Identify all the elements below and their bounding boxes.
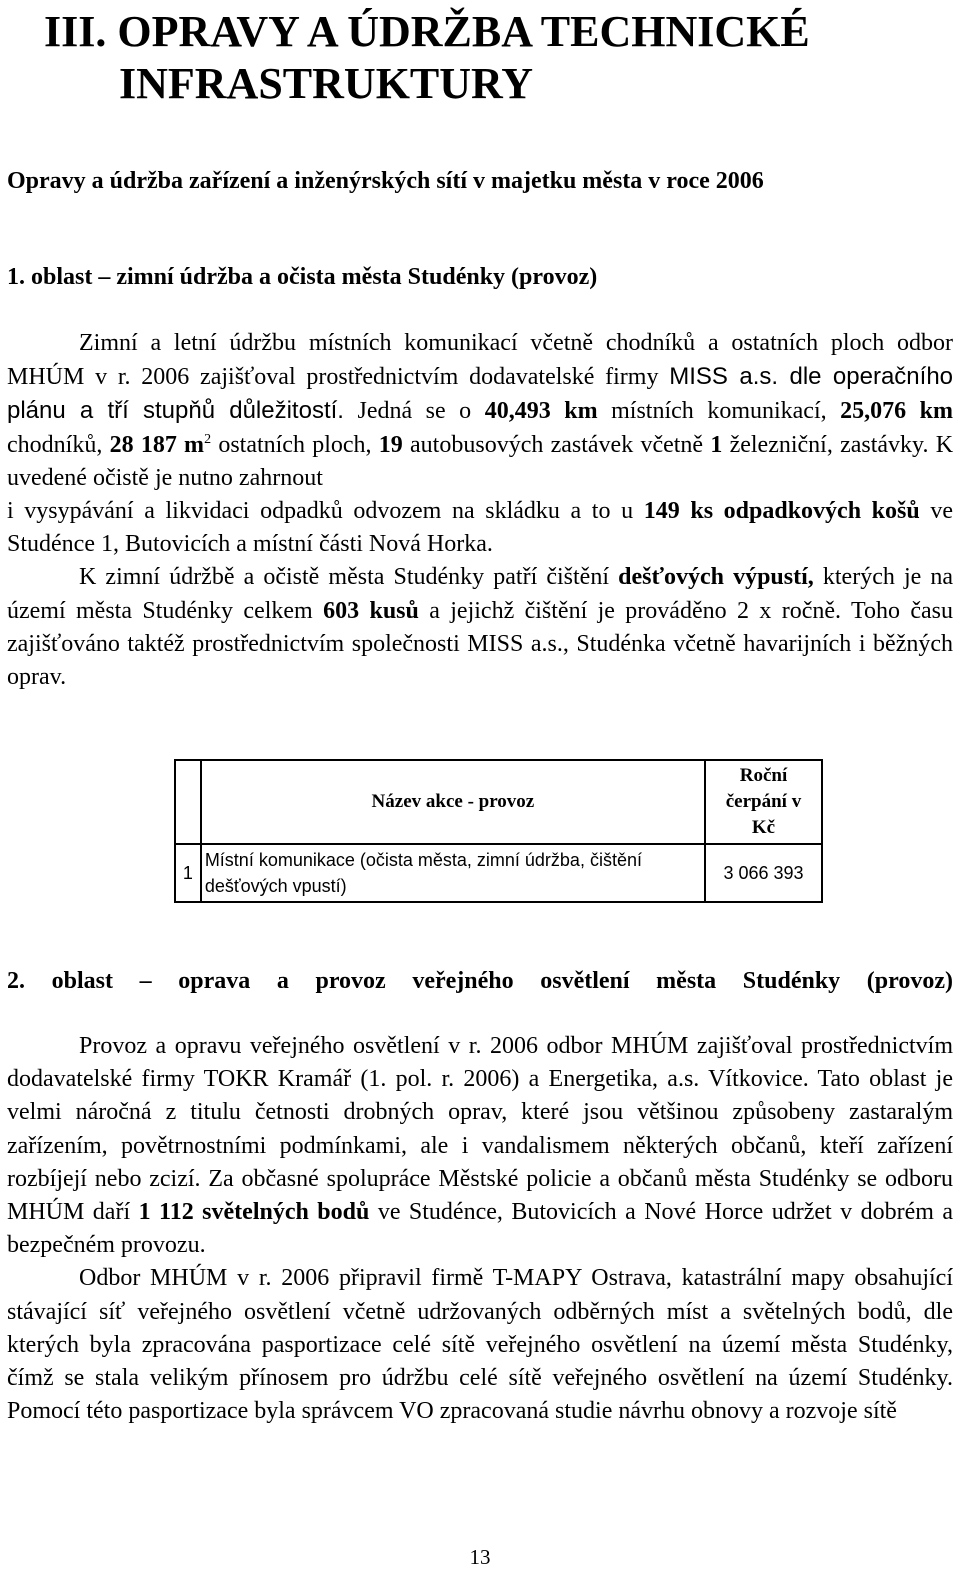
bold-run: 603 kusů: [323, 597, 419, 624]
text-run: Zimní a letní údržbu místních komunikací včetně chodníků a ostatních ploch odbor MHÚM v r. 2006 zajišťoval prostřednictvím dodavatelské firmy: [7, 330, 953, 391]
header-value-line: Roční: [739, 765, 788, 786]
text-run: K zimní údržbě a očistě města Studénky patří čištění: [79, 564, 610, 591]
section-2-heading: 2. oblast – oprava a provoz veřejného osvětlení města Studénky (provoz): [7, 968, 953, 994]
table-header-row: [175, 760, 822, 844]
table-cell-value: 3 066 393: [705, 844, 822, 902]
text-run: a jejichž čištění je prováděno 2 x ročně.: [429, 597, 842, 624]
table-cell-index: 1: [175, 844, 201, 902]
text-run: MISS a.s. dle operačního plánu a tří stupňů důležitostí.: [7, 363, 954, 425]
table-cell-name: Místní komunikace (očista města, zimní údržba, čištění dešťových vpustí): [201, 844, 705, 902]
cost-table: [174, 759, 823, 903]
bold-run: 149 ks odpadkových košů: [643, 498, 920, 525]
text-run: ve Studénce 1, Butovicích a místní části Nová Horka.: [7, 498, 953, 558]
page-subtitle: Opravy a údržba zařízení a inženýrských sítí v majetku města v roce 2006: [7, 168, 764, 194]
header-value-line: Kč: [751, 817, 776, 838]
bold-run: 28 187 m: [109, 431, 205, 458]
bold-run: 40,493 km: [484, 398, 598, 425]
bold-run: 1: [710, 431, 723, 458]
page-title-line-1: III. OPRAVY A ÚDRŽBA TECHNICKÉ: [44, 7, 810, 56]
section-1-paragraph-1: [7, 327, 953, 694]
table-header-index: [175, 760, 201, 844]
text-run: i vysypávání a likvidaci odpadků odvozem na skládku a to u: [7, 498, 634, 525]
text-run: ostatních ploch,: [218, 431, 372, 458]
table-header-name: Název akce - provoz: [201, 760, 705, 844]
table-header-value: [705, 760, 822, 844]
bold-run: 25,076 km: [840, 398, 954, 425]
superscript: 2: [204, 431, 212, 447]
text-run: železniční, zastávky.: [729, 431, 929, 458]
text-run: ve Studénce, Butovicích a Nové Horce udržet v dobrém a bezpečném provozu.: [7, 1199, 954, 1259]
page-number: 13: [469, 1545, 491, 1569]
bold-run: 1 112 světelných bodů: [138, 1199, 370, 1226]
text-run: autobusových zastávek včetně: [410, 431, 704, 458]
text-run: Provoz a opravu veřejného osvětlení v r. 2006 odbor MHÚM zajišťoval prostřednictvím dodavatelské firmy TOKR Kramář (1. pol. r. 2006) a Energetika, a.s. Vítkovice. Tato oblast je velmi náročná z titulu četnosti drobných oprav, které jsou většinou způsobeny zastaralým zařízením, povětrnostními podmínkami, ale i vandalismem některých občanů, kteří zařízení rozbíjejí nebo zcizí. Za občasné spolupráce Městské policie a občanů města Studénky se odboru MHÚM daří: [7, 1033, 953, 1226]
bold-run: dešťových výpustí,: [618, 564, 814, 591]
page-title: [44, 6, 944, 110]
text-run: chodníků,: [7, 431, 103, 458]
page-title-line-2: INFRASTRUKTURY: [119, 59, 534, 108]
bold-run: 19: [378, 431, 403, 458]
text-run: Toho času zajišťováno taktéž prostřednictvím společnosti MISS a.s., Studénka včetně havarijních i běžných oprav.: [7, 597, 953, 691]
section-1-heading: 1. oblast – zimní údržba a očista města Studénky (provoz): [7, 264, 598, 290]
text-run: Jedná se o: [357, 398, 472, 425]
text-run: Odbor MHÚM v r. 2006 připravil firmě T-MAPY Ostrava, katastrální mapy obsahující stávající síť veřejného osvětlení včetně udržovaných odběrných míst a světelných bodů, dle kterých byla zpracována pasportizace celé sítě veřejného osvětlení na území města Studénky, čímž se stala velikým přínosem pro údržbu celé sítě veřejného osvětlení na území Studénky. Pomocí této pasportizace byla správcem VO zpracovaná studie návrhu obnovy a rozvoje sítě: [7, 1265, 953, 1425]
header-value-line: čerpání v: [725, 791, 802, 812]
table-row: [175, 844, 822, 902]
text-run: K uvedené očistě je nutno zahrnout: [7, 431, 954, 491]
text-run: místních komunikací,: [611, 398, 827, 425]
section-2-paragraph-1: [7, 1030, 953, 1428]
text-run: kterých je na území města Studénky celkem: [7, 564, 954, 624]
